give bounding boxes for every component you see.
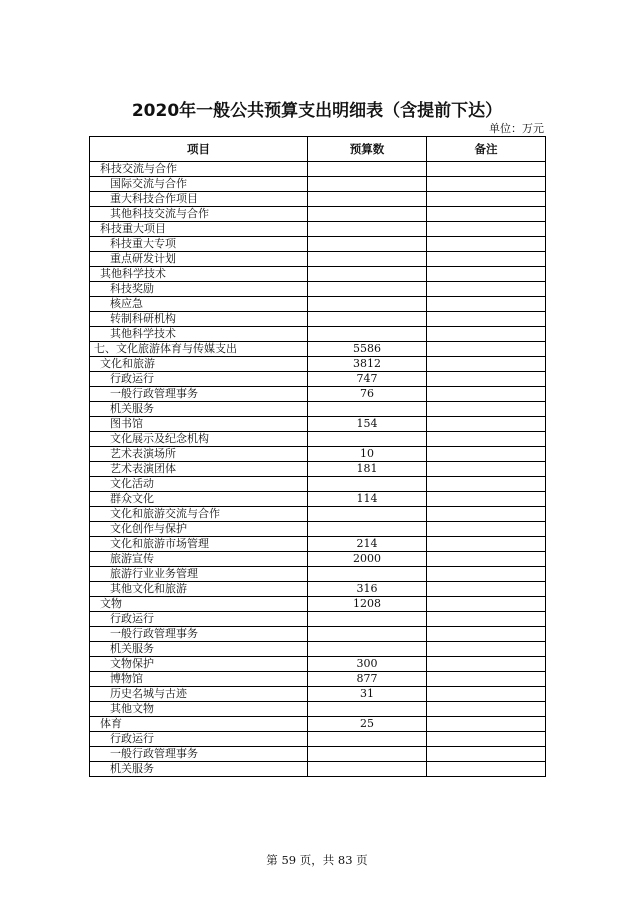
row-budget-amount: 747 [308, 372, 427, 387]
row-remarks [427, 282, 546, 297]
row-item-name: 文化和旅游市场管理 [90, 537, 308, 552]
table-row [90, 687, 546, 702]
row-budget-amount [308, 192, 427, 207]
row-item-name: 一般行政管理事务 [90, 747, 308, 762]
table-row [90, 552, 546, 567]
row-budget-amount [308, 507, 427, 522]
row-remarks [427, 327, 546, 342]
row-budget-amount: 1208 [308, 597, 427, 612]
row-item-name: 群众文化 [90, 492, 308, 507]
row-budget-amount: 316 [308, 582, 427, 597]
row-item-name: 文物保护 [90, 657, 308, 672]
unit-label: 单位：万元 [489, 122, 544, 135]
row-item-name: 科技奖励 [90, 282, 308, 297]
row-item-name: 转制科研机构 [90, 312, 308, 327]
table-row [90, 537, 546, 552]
table-row [90, 642, 546, 657]
row-budget-amount [308, 732, 427, 747]
row-item-name: 文物 [90, 597, 308, 612]
table-row [90, 402, 546, 417]
table-row [90, 672, 546, 687]
table-row [90, 612, 546, 627]
table-row [90, 732, 546, 747]
table-row [90, 312, 546, 327]
row-budget-amount [308, 522, 427, 537]
row-remarks [427, 762, 546, 777]
table-row [90, 492, 546, 507]
row-remarks [427, 447, 546, 462]
row-remarks [427, 507, 546, 522]
row-budget-amount: 3812 [308, 357, 427, 372]
row-remarks [427, 672, 546, 687]
row-remarks [427, 297, 546, 312]
row-budget-amount: 214 [308, 537, 427, 552]
row-remarks [427, 747, 546, 762]
row-remarks [427, 612, 546, 627]
table-row [90, 267, 546, 282]
table-row [90, 582, 546, 597]
row-remarks [427, 657, 546, 672]
table-row [90, 282, 546, 297]
table-row [90, 597, 546, 612]
row-budget-amount [308, 327, 427, 342]
header-item: 项目 [90, 137, 308, 162]
table-row [90, 237, 546, 252]
page-title: 2020年一般公共预算支出明细表（含提前下达） [131, 101, 503, 121]
row-budget-amount [308, 162, 427, 177]
table-row [90, 717, 546, 732]
row-remarks [427, 342, 546, 357]
row-item-name: 文化创作与保护 [90, 522, 308, 537]
row-budget-amount: 31 [308, 687, 427, 702]
row-budget-amount: 76 [308, 387, 427, 402]
row-remarks [427, 177, 546, 192]
row-remarks [427, 567, 546, 582]
table-row [90, 657, 546, 672]
row-item-name: 重点研发计划 [90, 252, 308, 267]
row-budget-amount [308, 312, 427, 327]
row-item-name: 机关服务 [90, 642, 308, 657]
row-remarks [427, 372, 546, 387]
row-budget-amount [308, 762, 427, 777]
row-budget-amount [308, 282, 427, 297]
row-budget-amount [308, 297, 427, 312]
row-remarks [427, 642, 546, 657]
row-item-name: 文化展示及纪念机构 [90, 432, 308, 447]
row-budget-amount: 181 [308, 462, 427, 477]
row-budget-amount: 10 [308, 447, 427, 462]
row-remarks [427, 687, 546, 702]
row-budget-amount: 877 [308, 672, 427, 687]
row-item-name: 艺术表演团体 [90, 462, 308, 477]
row-budget-amount: 2000 [308, 552, 427, 567]
row-remarks [427, 717, 546, 732]
row-remarks [427, 387, 546, 402]
row-item-name: 科技重大专项 [90, 237, 308, 252]
row-remarks [427, 357, 546, 372]
row-budget-amount [308, 627, 427, 642]
row-item-name: 其他科学技术 [90, 327, 308, 342]
row-remarks [427, 552, 546, 567]
row-budget-amount [308, 177, 427, 192]
table-row [90, 162, 546, 177]
row-item-name: 旅游行业业务管理 [90, 567, 308, 582]
table-row [90, 207, 546, 222]
row-remarks [427, 627, 546, 642]
row-budget-amount [308, 642, 427, 657]
row-budget-amount: 25 [308, 717, 427, 732]
table-row [90, 357, 546, 372]
row-budget-amount: 300 [308, 657, 427, 672]
row-item-name: 机关服务 [90, 762, 308, 777]
row-remarks [427, 477, 546, 492]
table-row [90, 567, 546, 582]
row-budget-amount [308, 432, 427, 447]
header-budget: 预算数 [308, 137, 427, 162]
row-remarks [427, 432, 546, 447]
row-remarks [427, 192, 546, 207]
row-remarks [427, 597, 546, 612]
table-body [90, 162, 546, 777]
table-row [90, 507, 546, 522]
row-budget-amount [308, 402, 427, 417]
row-item-name: 行政运行 [90, 732, 308, 747]
table-row [90, 447, 546, 462]
row-budget-amount [308, 207, 427, 222]
row-item-name: 行政运行 [90, 612, 308, 627]
table-row [90, 762, 546, 777]
table-row [90, 327, 546, 342]
row-remarks [427, 222, 546, 237]
row-budget-amount [308, 477, 427, 492]
table-row [90, 192, 546, 207]
table-row [90, 627, 546, 642]
row-budget-amount [308, 222, 427, 237]
budget-table [89, 136, 546, 777]
table-header-row [90, 137, 546, 162]
row-item-name: 历史名城与古迹 [90, 687, 308, 702]
table-row [90, 342, 546, 357]
row-remarks [427, 492, 546, 507]
table-row [90, 747, 546, 762]
row-remarks [427, 252, 546, 267]
row-remarks [427, 417, 546, 432]
row-remarks [427, 207, 546, 222]
row-item-name: 文化和旅游交流与合作 [90, 507, 308, 522]
table-row [90, 252, 546, 267]
row-remarks [427, 732, 546, 747]
row-budget-amount [308, 612, 427, 627]
row-item-name: 机关服务 [90, 402, 308, 417]
table-row [90, 177, 546, 192]
row-item-name: 一般行政管理事务 [90, 387, 308, 402]
row-item-name: 艺术表演场所 [90, 447, 308, 462]
row-remarks [427, 162, 546, 177]
row-remarks [427, 582, 546, 597]
table-row [90, 432, 546, 447]
row-item-name: 体育 [90, 717, 308, 732]
row-item-name: 其他文物 [90, 702, 308, 717]
row-budget-amount: 114 [308, 492, 427, 507]
row-budget-amount: 5586 [308, 342, 427, 357]
row-item-name: 国际交流与合作 [90, 177, 308, 192]
row-budget-amount: 154 [308, 417, 427, 432]
row-item-name: 重大科技合作项目 [90, 192, 308, 207]
table-row [90, 222, 546, 237]
table-row [90, 387, 546, 402]
row-remarks [427, 537, 546, 552]
row-remarks [427, 237, 546, 252]
row-item-name: 博物馆 [90, 672, 308, 687]
row-budget-amount [308, 567, 427, 582]
row-remarks [427, 522, 546, 537]
table-row [90, 297, 546, 312]
page-footer: 第 59 页，共 83 页 [266, 853, 368, 867]
row-item-name: 旅游宣传 [90, 552, 308, 567]
row-remarks [427, 402, 546, 417]
table-row [90, 522, 546, 537]
row-remarks [427, 462, 546, 477]
row-budget-amount [308, 747, 427, 762]
row-budget-amount [308, 237, 427, 252]
row-budget-amount [308, 702, 427, 717]
table-row [90, 462, 546, 477]
row-item-name: 科技交流与合作 [90, 162, 308, 177]
row-item-name: 文化活动 [90, 477, 308, 492]
row-item-name: 其他科学技术 [90, 267, 308, 282]
row-item-name: 一般行政管理事务 [90, 627, 308, 642]
row-item-name: 行政运行 [90, 372, 308, 387]
header-remarks: 备注 [427, 137, 546, 162]
row-remarks [427, 312, 546, 327]
row-item-name: 科技重大项目 [90, 222, 308, 237]
table-row [90, 372, 546, 387]
row-item-name: 七、文化旅游体育与传媒支出 [90, 342, 308, 357]
row-budget-amount [308, 267, 427, 282]
row-item-name: 核应急 [90, 297, 308, 312]
row-budget-amount [308, 252, 427, 267]
row-remarks [427, 267, 546, 282]
row-item-name: 文化和旅游 [90, 357, 308, 372]
row-item-name: 其他文化和旅游 [90, 582, 308, 597]
table-row [90, 477, 546, 492]
row-item-name: 其他科技交流与合作 [90, 207, 308, 222]
row-remarks [427, 702, 546, 717]
table-row [90, 702, 546, 717]
table-row [90, 417, 546, 432]
row-item-name: 图书馆 [90, 417, 308, 432]
